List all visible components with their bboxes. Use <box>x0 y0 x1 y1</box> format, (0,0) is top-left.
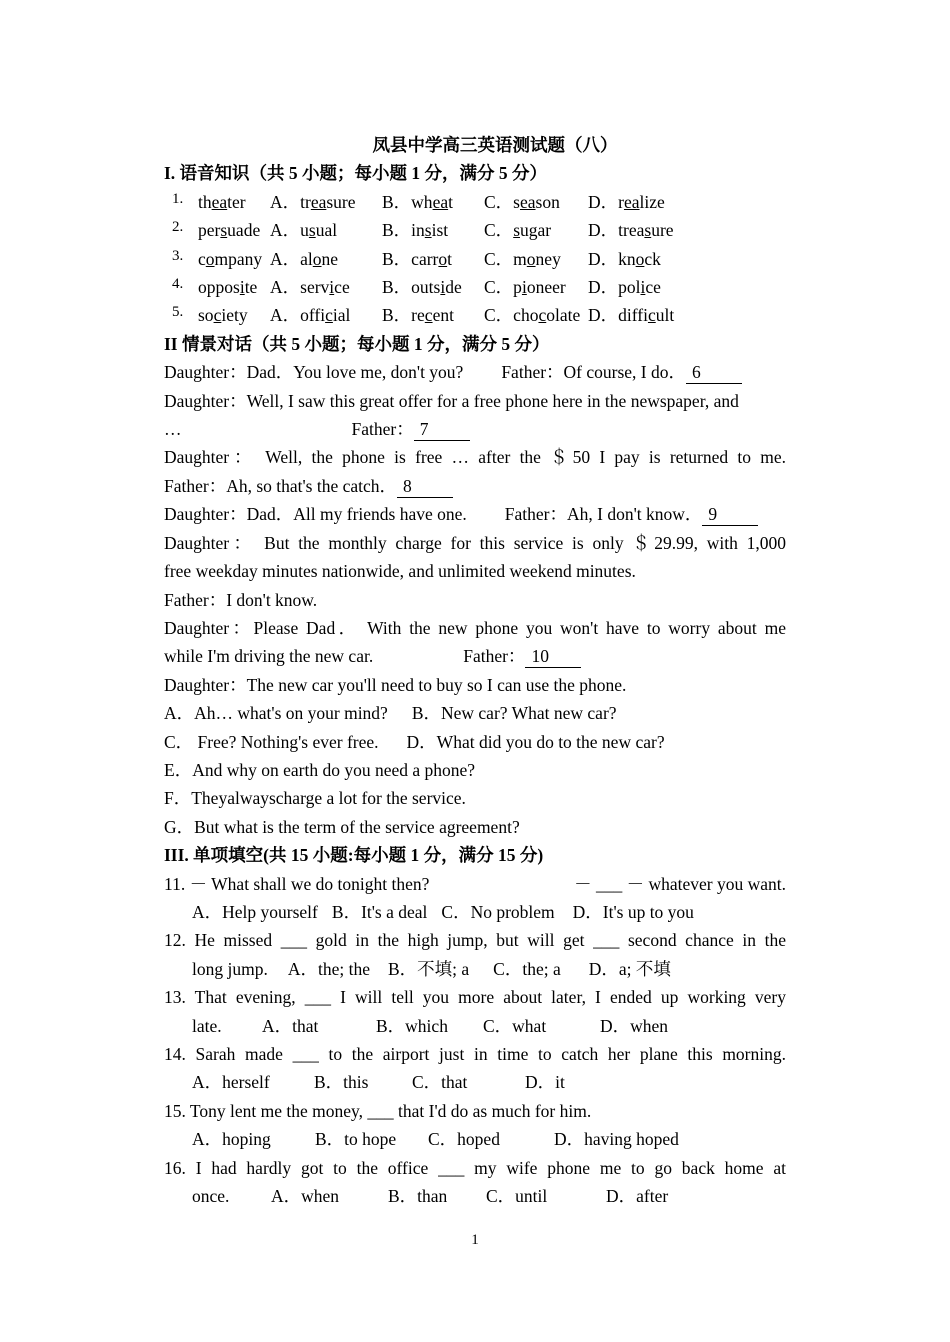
underlined-letters: i <box>239 277 245 298</box>
option-b: B．New car? What new car? <box>411 703 617 724</box>
q13-option-a[interactable]: A．that <box>262 1015 319 1036</box>
underlined-letters: c <box>424 305 433 326</box>
choice-word[interactable]: B．recent <box>382 305 454 326</box>
question-12: 12. He missed ___ gold in the high jump, but will get ___ second chance in the <box>164 930 786 951</box>
target-word: society <box>198 305 248 326</box>
q15-option-a[interactable]: A．hoping <box>192 1129 271 1150</box>
choice-word[interactable]: B．insist <box>382 220 449 241</box>
q15-option-b[interactable]: B．to hope <box>315 1129 397 1150</box>
underlined-letters: ea <box>432 191 449 212</box>
blank-8[interactable]: 8 <box>397 475 453 498</box>
underlined-letters: o <box>312 248 322 269</box>
choice-word[interactable]: C．money <box>484 248 561 269</box>
blank-10[interactable]: 10 <box>525 645 581 668</box>
question-11-options <box>164 898 786 926</box>
question-15-options <box>164 1125 786 1153</box>
option-c: C． Free? Nothing's ever free. <box>164 731 379 752</box>
choice-word[interactable]: A．treasure <box>270 191 356 212</box>
underlined-letters: i <box>640 277 646 298</box>
underlined-letters: ea <box>519 191 536 212</box>
q14-option-b[interactable]: B．this <box>314 1072 369 1093</box>
choice-word[interactable]: B．wheat <box>382 191 453 212</box>
q15-option-c[interactable]: C．hoped <box>428 1129 500 1150</box>
q11-option-b[interactable]: B．It's a deal <box>331 901 428 922</box>
phonetics-item <box>164 216 786 244</box>
question-15: 15. Tony lent me the money, ___ that I'd do as much for him. <box>164 1100 592 1121</box>
question-16-options: once. A．when B．than C．until D．after <box>164 1182 786 1210</box>
underlined-letters: ea <box>623 191 640 212</box>
exam-content <box>164 131 786 1210</box>
choice-word[interactable]: D．police <box>588 277 661 298</box>
underlined-letters: ea <box>211 191 228 212</box>
choice-word[interactable]: A．usual <box>270 220 338 241</box>
underlined-letters: ea <box>310 191 327 212</box>
dialogue-line: Daughter：Please Dad． With the new phone you won't have to worry about me <box>164 617 786 638</box>
item-number: 1. <box>172 190 184 207</box>
phonetics-item <box>164 245 786 273</box>
item-number: 5. <box>172 304 184 321</box>
underlined-letters: c <box>325 305 333 326</box>
dialogue-line: Daughter： Well, the phone is free … after the ＄50 I pay is returned to me. <box>164 447 786 468</box>
blank-6[interactable]: 6 <box>686 361 742 384</box>
q12-option-c[interactable]: C．the; a <box>493 958 561 979</box>
q11-option-a[interactable]: A．Help yourself <box>192 901 318 922</box>
section-3-heading: III. 单项填空(共 15 小题:每小题 1 分，满分 15 分) <box>164 845 544 866</box>
choice-word[interactable]: C．sugar <box>484 220 552 241</box>
target-word: theater <box>198 191 246 212</box>
choice-word[interactable]: D．realize <box>588 191 665 212</box>
choice-word[interactable]: A．alone <box>270 248 339 269</box>
underlined-letters: s <box>424 220 432 241</box>
underlined-letters: s <box>308 220 316 241</box>
dialogue-line: Daughter：Dad．All my friends have one. Father：Ah, I don't know． 9 <box>164 500 786 528</box>
dialogue-line: while I'm driving the new car. Father： 10 <box>164 642 786 670</box>
page-title: 凤县中学高三英语测试题（八） <box>372 135 618 155</box>
choice-word[interactable]: D．difficult <box>588 305 675 326</box>
choice-word[interactable]: D．treasure <box>588 220 674 241</box>
phonetics-item <box>164 301 786 329</box>
choice-word[interactable]: C．season <box>484 191 560 212</box>
underlined-letters: s <box>220 220 228 241</box>
blank-9[interactable]: 9 <box>702 503 758 526</box>
option-e: E．And why on earth do you need a phone? <box>164 759 476 780</box>
choice-word[interactable]: C．pioneer <box>484 277 566 298</box>
dialogue-line: free weekday minutes nationwide, and unlimited weekend minutes. <box>164 561 636 582</box>
question-13: 13. That evening, ___ I will tell you more about later, I ended up working very <box>164 987 786 1008</box>
section-1-heading: I. 语音知识（共 5 小题；每小题 1 分，满分 5 分） <box>164 163 548 184</box>
phonetics-list <box>164 188 786 330</box>
dialogue-line: Daughter：Dad．You love me, don't you? Father：Of course, I do． 6 <box>164 358 786 386</box>
question-12-options: long jump. A．the; the B．不填; a C．the; a D．a; 不填 <box>164 955 786 983</box>
q13-option-d[interactable]: D．when <box>600 1015 669 1036</box>
question-14-options <box>164 1068 786 1096</box>
item-number: 4. <box>172 276 184 293</box>
item-number: 3. <box>172 247 184 264</box>
option-row <box>164 699 786 727</box>
question-13-options: late. A．that B．which C．what D．when <box>164 1012 786 1040</box>
q13-option-c[interactable]: C．what <box>483 1015 547 1036</box>
choice-word[interactable]: A．service <box>270 277 350 298</box>
blank-7[interactable]: 7 <box>414 418 470 441</box>
item-number: 2. <box>172 219 184 236</box>
question-16: 16. I had hardly got to the office ___ my wife phone me to go back home at <box>164 1157 786 1178</box>
q12-option-d[interactable]: D．a; 不填 <box>588 958 671 979</box>
option-d: D．What did you do to the new car? <box>406 731 665 752</box>
q16-option-d[interactable]: D．after <box>606 1186 669 1207</box>
option-a: A．Ah… what's on your mind? <box>164 703 388 724</box>
dialogue-line: Daughter： But the monthly charge for this service is only ＄29.99, with 1,000 <box>164 532 786 553</box>
choice-word[interactable]: B．carrot <box>382 248 452 269</box>
q11-option-d[interactable]: D．It's up to you <box>572 901 694 922</box>
section-2-heading: II 情景对话（共 5 小题；每小题 1 分，满分 5 分） <box>164 333 550 354</box>
q14-option-c[interactable]: C．that <box>412 1072 468 1093</box>
q12-option-a[interactable]: A．the; the <box>287 958 370 979</box>
dialogue-line: … Father： 7 <box>164 415 786 443</box>
q14-option-d[interactable]: D．it <box>525 1072 565 1093</box>
underlined-letters: i <box>329 277 335 298</box>
q16-option-c[interactable]: C．until <box>486 1186 548 1207</box>
option-g: G．But what is the term of the service agreement? <box>164 816 520 837</box>
q12-option-b[interactable]: B．不填; a <box>387 958 470 979</box>
q16-option-a[interactable]: A．when <box>271 1186 340 1207</box>
option-row <box>164 728 786 756</box>
phonetics-item <box>164 273 786 301</box>
underlined-letters: c <box>647 305 656 326</box>
dialogue-line: Daughter：The new car you'll need to buy so I can use the phone. <box>164 674 627 695</box>
choice-word[interactable]: D．knock <box>588 248 661 269</box>
question-11: 11. － What shall we do tonight then? － ___ － whatever you want. <box>164 873 786 894</box>
dialogue-line: Father：I don't know. <box>164 589 318 610</box>
underlined-letters: c <box>213 305 222 326</box>
target-word: company <box>198 248 263 269</box>
target-word: opposite <box>198 277 258 298</box>
choice-word[interactable]: C．chocolate <box>484 305 581 326</box>
phonetics-item <box>164 188 786 216</box>
underlined-letters: o <box>205 248 215 269</box>
underlined-letters: s <box>513 220 520 241</box>
q15-option-d[interactable]: D．having hoped <box>554 1129 679 1150</box>
underlined-letters: o <box>635 248 645 269</box>
underlined-letters: i <box>521 277 527 298</box>
q16-option-b[interactable]: B．than <box>388 1186 448 1207</box>
underlined-letters: c <box>538 305 547 326</box>
q11-option-c[interactable]: C．No problem <box>441 901 555 922</box>
underlined-letters: o <box>526 248 536 269</box>
page-number: 1 <box>471 1232 479 1248</box>
underlined-letters: s <box>644 220 652 241</box>
dialogue-line: Father：Ah, so that's the catch． 8 <box>164 472 786 500</box>
choice-word[interactable]: B．outside <box>382 277 462 298</box>
target-word: persuade <box>198 220 261 241</box>
q14-option-a[interactable]: A．herself <box>192 1072 270 1093</box>
question-14: 14. Sarah made ___ to the airport just in time to catch her plane this morning. <box>164 1044 786 1064</box>
choice-word[interactable]: A．official <box>270 305 351 326</box>
q13-option-b[interactable]: B．which <box>376 1015 448 1036</box>
underlined-letters: i <box>440 277 446 298</box>
underlined-letters: o <box>438 248 448 269</box>
dialogue-line: Daughter：Well, I saw this great offer for a free phone here in the newspaper, and <box>164 390 739 411</box>
option-f: F．Theyalwayscharge a lot for the service. <box>164 788 466 809</box>
